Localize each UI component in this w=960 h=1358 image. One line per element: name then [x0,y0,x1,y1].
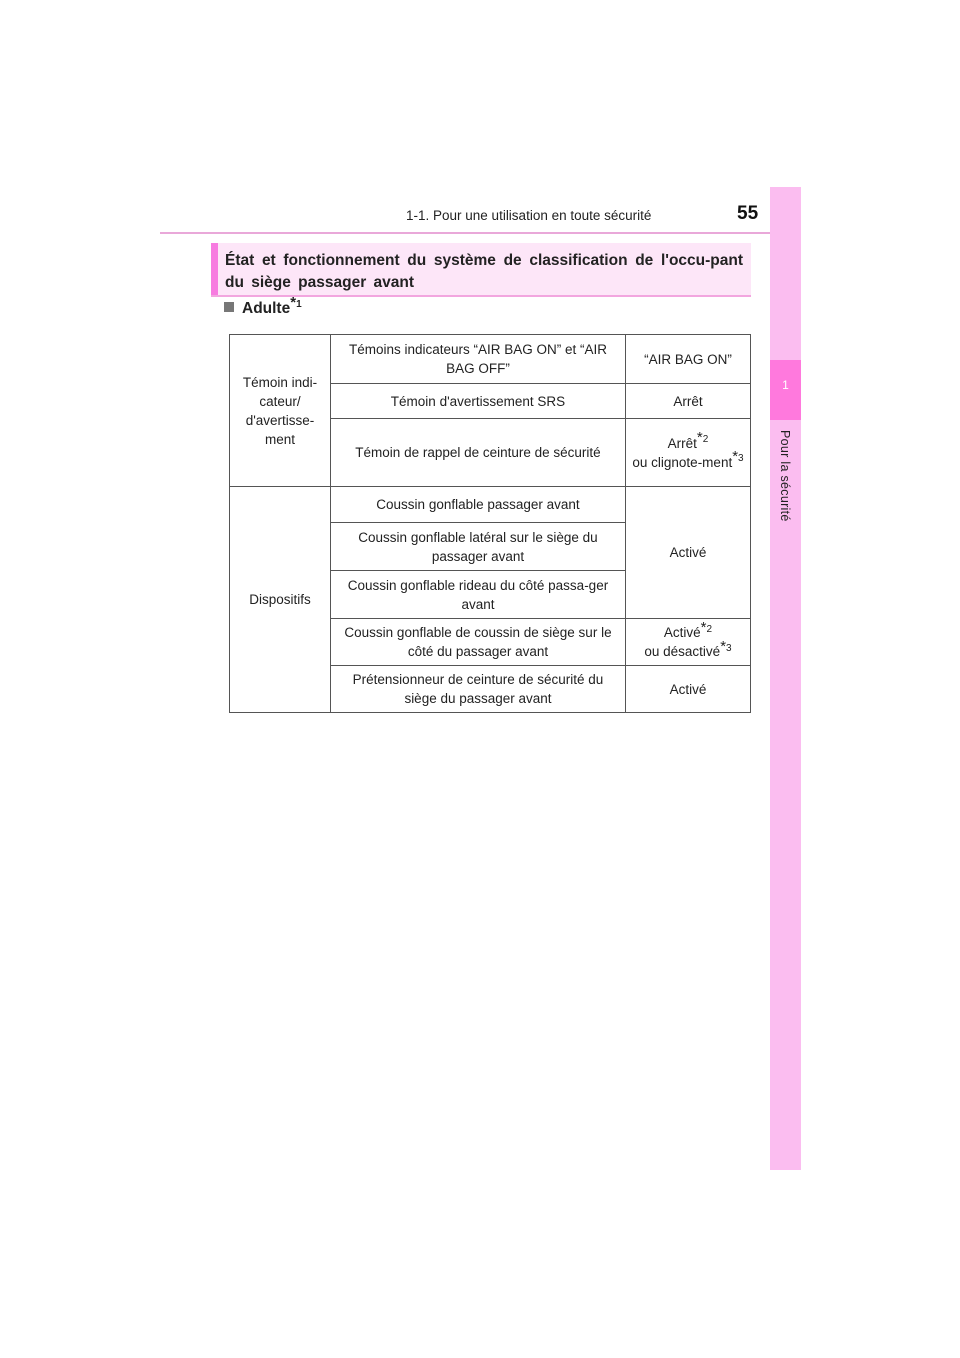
group-label-devices: Dispositifs [230,487,331,713]
table-cell-item: Coussin gonflable latéral sur le siège du passager avant [331,523,626,571]
section-accent-bar [211,243,218,295]
table-cell-status: Arrêt$^{*2}$ ou clignote-ment$^{*3}$ [626,419,751,487]
page-number: 55 [737,203,759,224]
section-title-box [211,243,751,297]
table-cell-item: Prétensionneur de ceinture de sécurité du siège du passager avant [331,666,626,713]
table-cell-item: Témoins indicateurs “AIR BAG ON” et “AIR BAG OFF” [331,335,626,384]
chapter-side-tab [770,187,801,1170]
table-cell-item: Coussin gonflable passager avant [331,487,626,523]
table-cell-item: Coussin gonflable rideau du côté passa-ger avant [331,571,626,619]
header-divider [160,232,800,234]
table-cell-status: Arrêt [626,384,751,419]
table-cell-item: Témoin d'avertissement SRS [331,384,626,419]
chapter-number: 1 [782,378,789,392]
square-bullet-icon [224,302,234,312]
table-cell-status: Activé [626,487,751,619]
chapter-label: Pour la sécurité [778,430,792,522]
table-cell-status: Activé$^{*2}$ ou désactivé$^{*3}$ [626,619,751,666]
table-cell-status: “AIR BAG ON” [626,335,751,384]
group-label-indicators: Témoin indi-cateur/ d'avertisse-ment [230,335,331,487]
table-cell-item: Témoin de rappel de ceinture de sécurité [331,419,626,487]
running-header: 1-1. Pour une utilisation en toute sécurité [406,208,652,223]
footnote-ref: *1 [290,293,302,311]
table-row [230,335,751,384]
table-cell-status: Activé [626,666,751,713]
table-cell-item: Coussin gonflable de coussin de siège sur le côté du passager avant [331,619,626,666]
subheading-label: Adulte [242,300,291,317]
section-title: État et fonctionnement du système de classification de l'occu-pant du siège passager avant [225,252,743,291]
table-row [230,487,751,523]
status-table [229,334,751,713]
subheading-adult [224,293,302,318]
